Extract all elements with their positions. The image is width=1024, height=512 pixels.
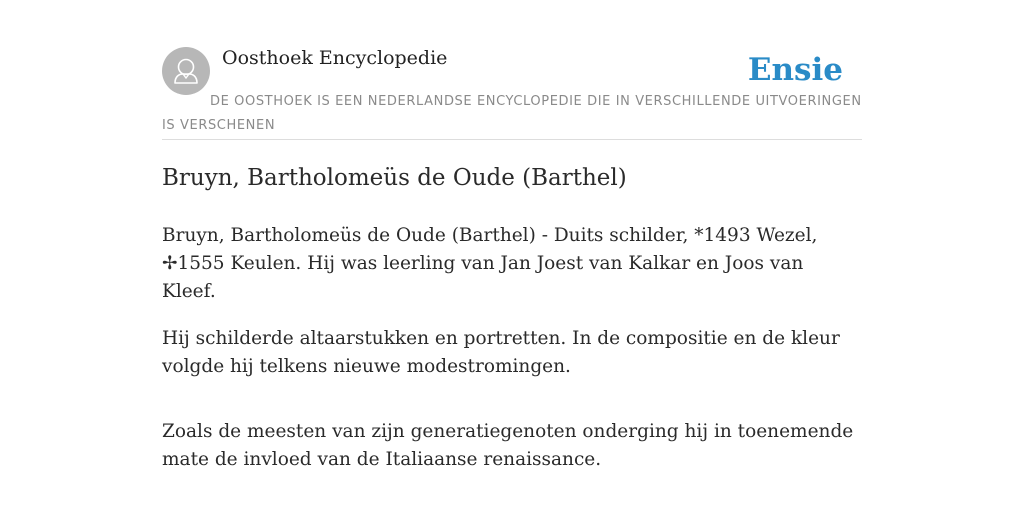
article: [162, 160, 862, 493]
source-header: [162, 46, 862, 140]
avatar[interactable]: [162, 47, 210, 95]
article-title: Bruyn, Bartholomeüs de Oude (Barthel): [162, 165, 627, 191]
user-icon: [162, 47, 210, 95]
article-paragraph: Hij schilderde altaarstukken en portretten. In de compositie en de kleur volgde hij telkens nieuwe modestromingen.: [162, 328, 840, 377]
brand-logo[interactable]: Ensie: [747, 52, 843, 88]
source-name[interactable]: Oosthoek Encyclopedie: [222, 47, 448, 69]
article-paragraph: Bruyn, Bartholomeüs de Oude (Barthel) - Duits schilder, *1493 Wezel, ✢1555 Keulen. Hij was leerling van Jan Joest van Kalkar en Joos van Kleef.: [162, 225, 818, 302]
article-paragraph: Zoals de meesten van zijn generatiegenoten onderging hij in toenemende mate de invloed van de Italiaanse renaissance.: [162, 421, 854, 470]
source-description: DE OOSTHOEK IS EEN NEDERLANDSE ENCYCLOPEDIE DIE IN VERSCHILLENDE UITVOERINGEN IS VERSCHENEN: [162, 94, 862, 133]
